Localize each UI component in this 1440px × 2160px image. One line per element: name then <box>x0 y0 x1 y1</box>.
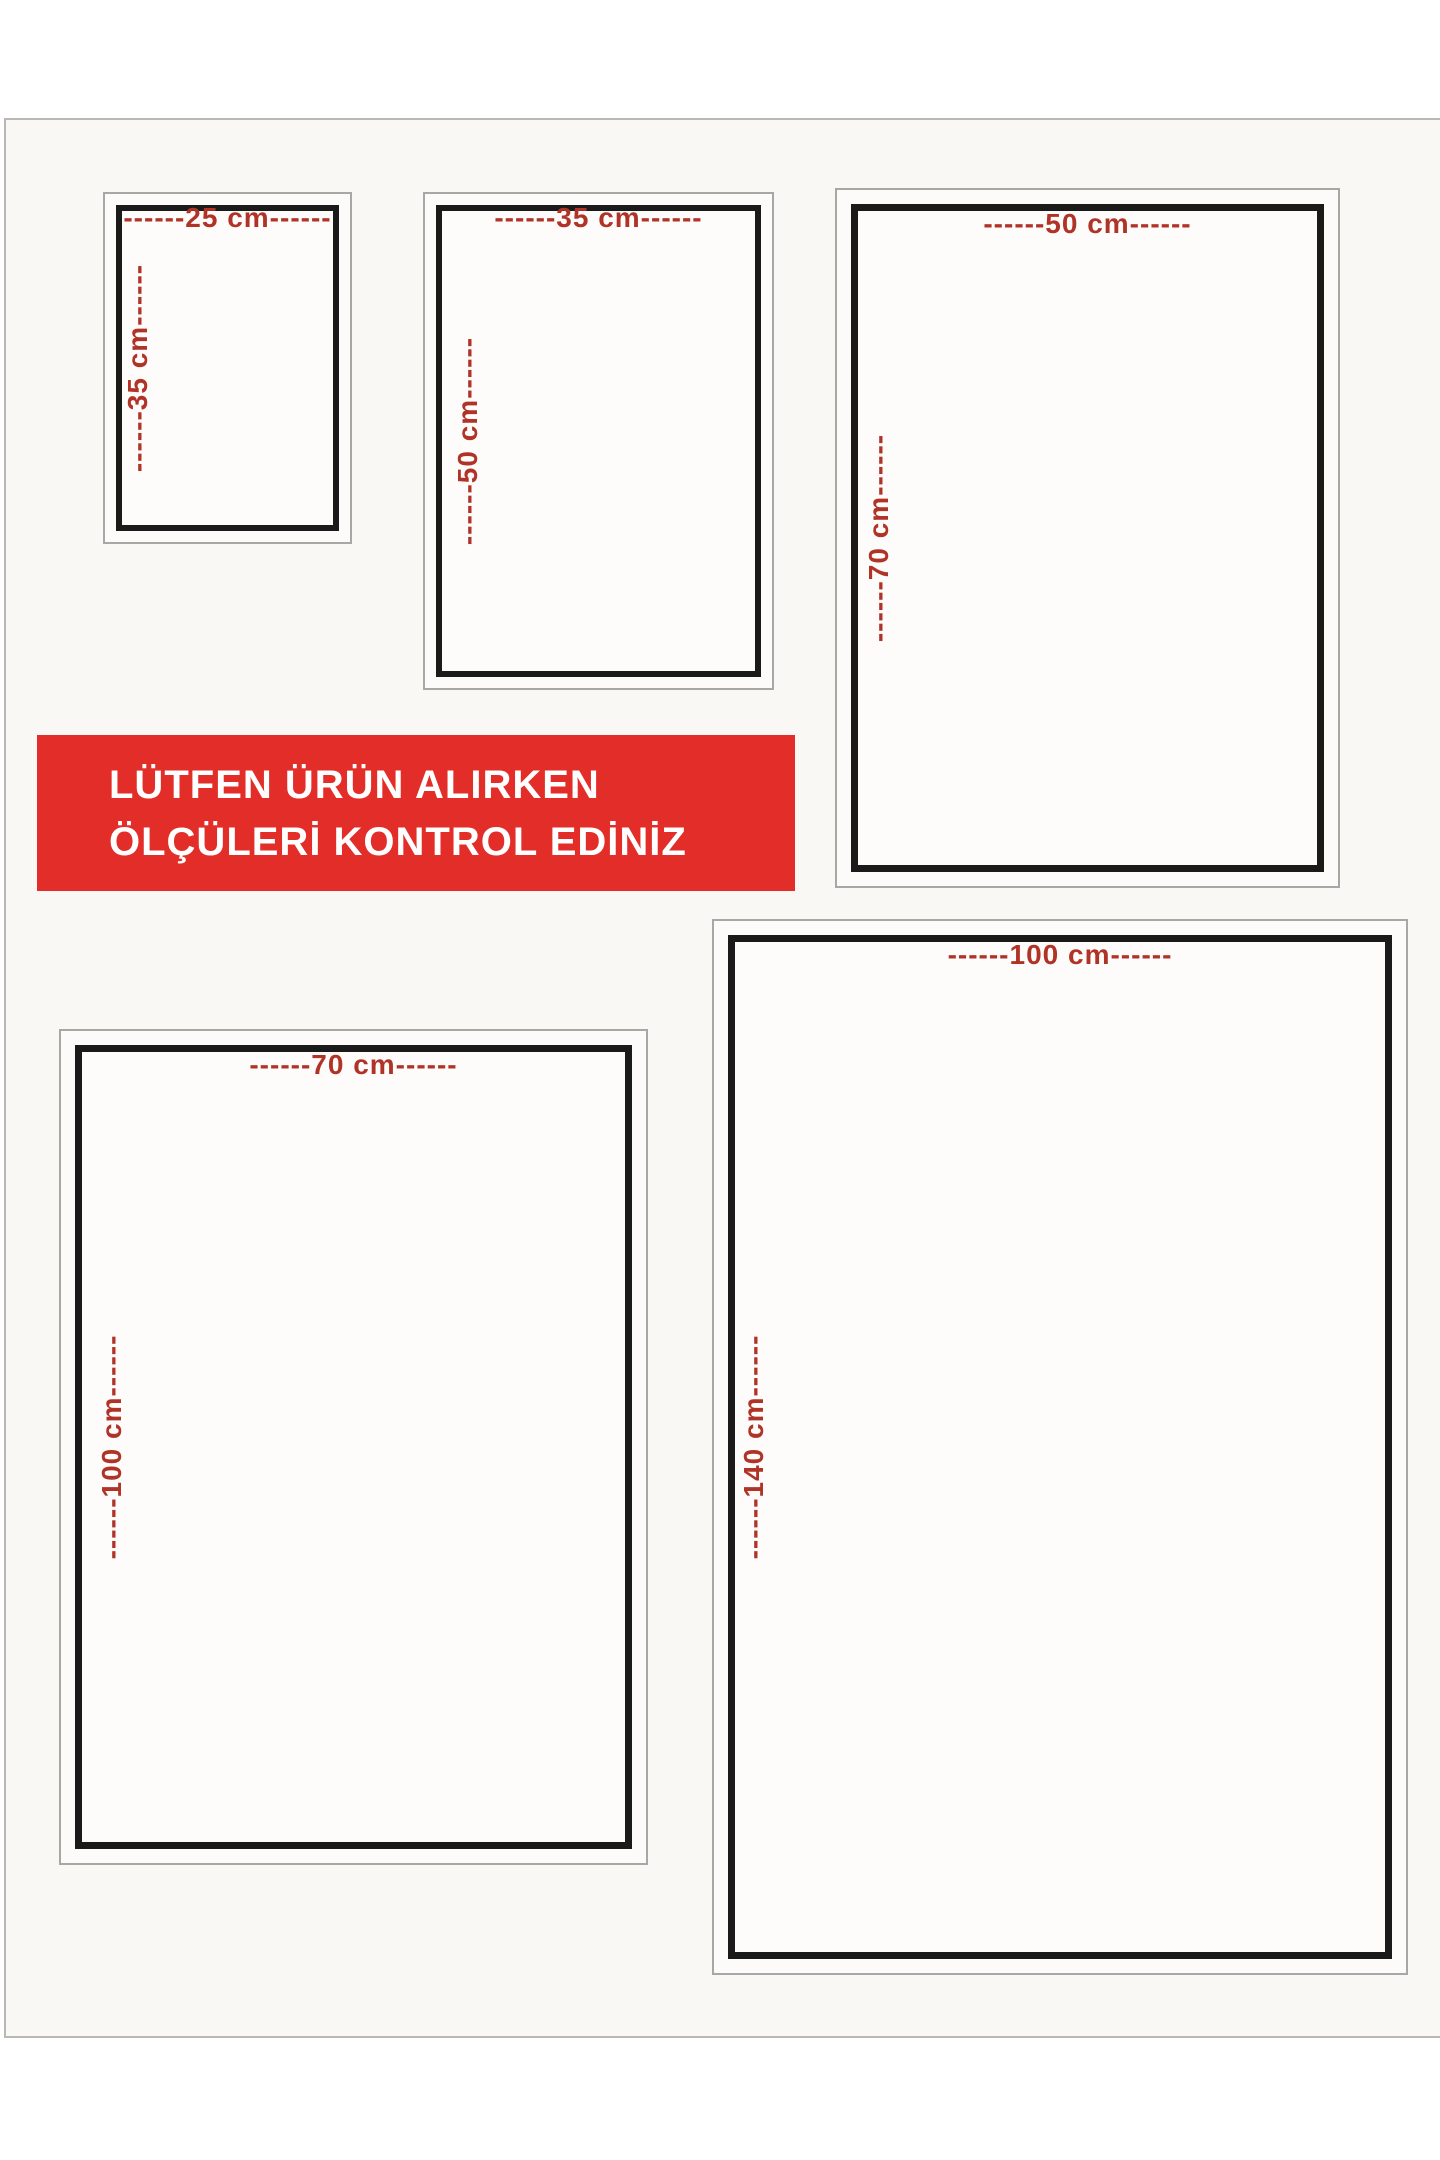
size-box-35x50-border <box>436 205 761 677</box>
size-box-35x50 <box>423 192 774 690</box>
height-label: ------50 cm------ <box>452 336 483 546</box>
warning-banner-line1: LÜTFEN ÜRÜN ALIRKEN <box>109 763 600 807</box>
width-label: ------35 cm------ <box>494 202 703 233</box>
height-label: ------100 cm------ <box>96 1334 127 1560</box>
width-label: ------70 cm------ <box>249 1049 458 1080</box>
height-label: ------70 cm------ <box>863 433 894 643</box>
width-label: ------25 cm------ <box>123 202 332 233</box>
warning-banner-line2: ÖLÇÜLERİ KONTROL EDİNİZ <box>109 820 687 864</box>
width-label: ------50 cm------ <box>983 208 1192 239</box>
height-label: ------35 cm------ <box>122 263 153 473</box>
size-box-100x140 <box>712 919 1408 1975</box>
size-box-25x35 <box>103 192 352 544</box>
size-box-70x100-border <box>75 1045 632 1849</box>
width-label: ------100 cm------ <box>947 939 1173 970</box>
size-box-50x70-border <box>851 204 1324 872</box>
size-box-50x70 <box>835 188 1340 888</box>
size-box-70x100 <box>59 1029 648 1865</box>
height-label: ------140 cm------ <box>738 1334 769 1560</box>
size-box-100x140-border <box>728 935 1392 1959</box>
warning-banner <box>37 735 795 891</box>
